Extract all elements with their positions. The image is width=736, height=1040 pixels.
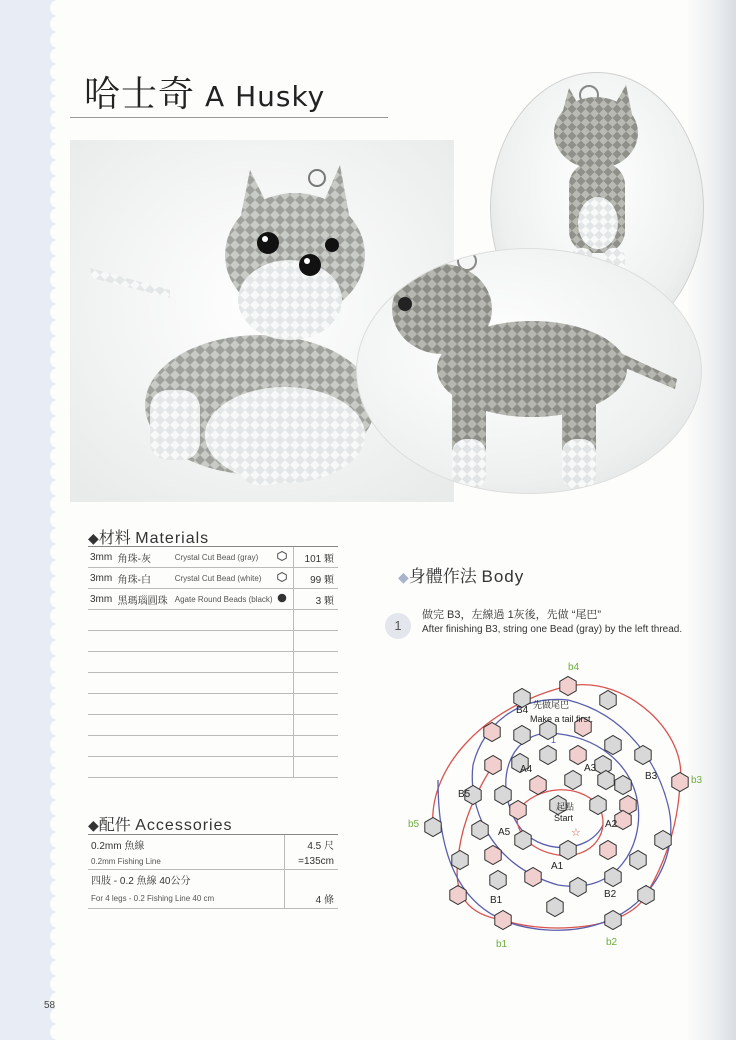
table-row [88,631,338,652]
bead-hexagon [540,746,556,765]
table-row: For 4 legs - 0.2 Fishing Line 40 cm 4 條 [88,889,338,909]
bead-hexagon [495,786,511,805]
bead-hexagon [605,911,621,930]
accessories-heading: ◆配件 Accessories [88,817,233,834]
table-row: 四肢 - 0.2 魚線 40公分 [88,870,338,890]
white-hexagon-bead-icon [277,572,287,582]
bead-hexagon [530,776,546,795]
bead-hexagon [490,871,506,890]
table-row: 0.2mm 魚線 4.5 尺 [88,835,338,855]
bead-hexagon [638,886,654,905]
bead-hexagon [600,841,616,860]
outer-label-b1: b1 [496,939,508,950]
diamond-bullet-icon: ◆ [88,530,99,546]
step-text-chinese: 做完 B3，左線過 1灰後，先做 “尾巴” [422,609,602,621]
diamond-bullet-icon: ◆ [398,569,409,585]
outer-label-b2: b2 [606,937,618,948]
inner-bead-label: 1 [551,735,557,745]
table-row [88,694,338,715]
bead-hexagon [510,801,526,820]
unit-label-B5: B5 [458,789,471,800]
table-row [88,715,338,736]
unit-label-A3: A3 [584,763,597,774]
table-row: 0.2mm Fishing Line =135cm [88,854,338,870]
table-row [88,736,338,757]
table-row: 3mm 角珠-白 Crystal Cut Bead (white) 99 顆 [88,568,338,589]
bead-hexagon [605,736,621,755]
bead-hexagon [605,868,621,887]
table-row: 3mm 角珠-灰 Crystal Cut Bead (gray) 101 顆 [88,547,338,568]
bead-hexagon [560,677,576,696]
bead-hexagon [590,796,606,815]
diamond-bullet-icon: ◆ [88,817,99,833]
outer-label-b5: b5 [408,819,420,830]
gray-hexagon-bead-icon [277,551,287,561]
page-title [84,66,325,117]
unit-label-B3: B3 [645,771,658,782]
black-round-bead-icon [277,593,287,603]
bead-hexagon [600,691,616,710]
tail-note-chinese: 先做尾巴 [533,700,570,710]
bead-hexagon [525,868,541,887]
title-english: A Husky [205,80,326,113]
husky-photo-gray-side-view [356,248,702,494]
outer-label-b4: b4 [568,662,580,673]
unit-label-A1: A1 [551,861,564,872]
step-number-badge: 1 [385,613,411,639]
materials-heading: ◆材料 Materials [88,530,210,547]
bead-hexagon [452,851,468,870]
materials-table [88,546,338,778]
title-underline [70,117,388,118]
start-label-english: Start [554,813,574,823]
bead-hexagon [560,841,576,860]
bead-hexagon [484,723,500,742]
page-number: 58 [44,1000,56,1011]
bead-hexagon [635,746,651,765]
bead-hexagon [615,776,631,795]
bead-hexagon [515,831,531,850]
bead-hexagon [450,886,466,905]
bead-hexagon [570,878,586,897]
scalloped-edge-decoration [44,0,60,1040]
bead-hexagon [485,846,501,865]
bead-hexagon [514,726,530,745]
table-row [88,610,338,631]
bead-hexagon [425,818,441,837]
start-label-chinese: 起點 [556,802,575,812]
step-text-english: After finishing B3, string one Bead (gray) by the left thread. [422,624,683,635]
bead-hexagon [630,851,646,870]
table-row [88,757,338,778]
bead-hexagon [485,756,501,775]
bead-hexagon [472,821,488,840]
unit-label-B1: B1 [490,895,503,906]
unit-label-A4: A4 [520,764,533,775]
table-row: 3mm 黑瑪瑙圓珠 Agate Round Beads (black) 3 顆 [88,589,338,610]
unit-label-A5: A5 [498,827,511,838]
bead-weaving-diagram [398,655,708,955]
tail-note-english: Make a tail first. [530,714,594,724]
unit-label-B2: B2 [604,889,617,900]
unit-label-A2: A2 [605,819,618,830]
bead-hexagon [565,771,581,790]
outer-label-b3: b3 [691,775,703,786]
accessories-table [88,834,338,909]
bead-hexagon [672,773,688,792]
bead-hexagon [547,898,563,917]
bead-hexagon [655,831,671,850]
bead-hexagon [598,771,614,790]
bead-hexagon [615,811,631,830]
bead-hexagon [495,911,511,930]
body-heading: ◆身體作法 Body [398,567,525,586]
bead-hexagon [570,746,586,765]
table-row [88,652,338,673]
title-chinese: 哈士奇 [84,74,196,115]
table-row [88,673,338,694]
start-star-icon: ☆ [571,827,581,839]
unit-label-B4: B4 [516,705,529,716]
